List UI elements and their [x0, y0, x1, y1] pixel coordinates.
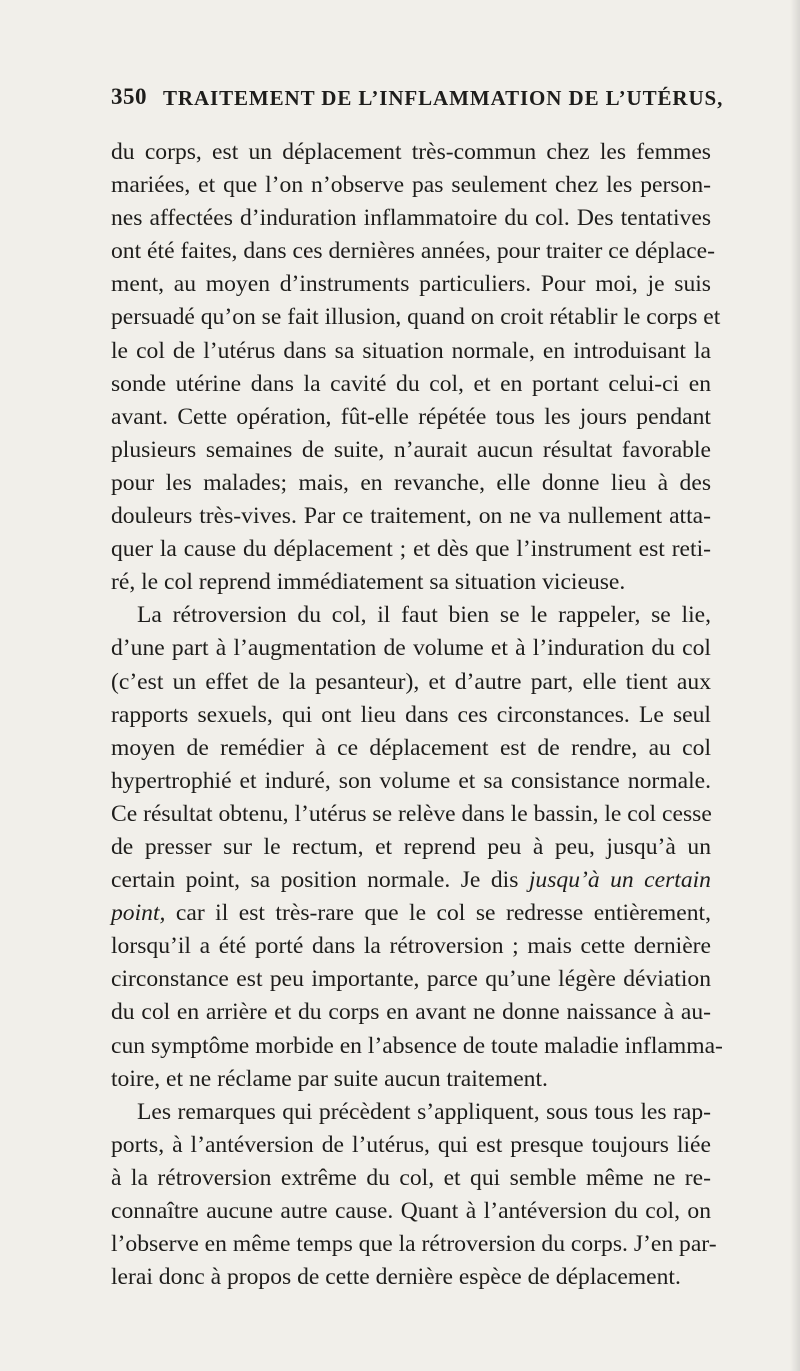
paragraph [111, 136, 721, 599]
text-line: lerai donc à propos de cette dernière espèce de déplacement. [111, 1264, 681, 1291]
text-line [111, 864, 711, 897]
text-line: circonstance est peu importante, parce qu’une légère déviation [111, 966, 711, 993]
text-line: ports, à l’antéversion de l’utérus, qui est presque toujours liée [111, 1131, 711, 1158]
text-line: La rétroversion du col, il faut bien se le rappeler, se lie, [137, 602, 711, 629]
text-line: du col en arrière et du corps en avant ne donne naissance à au- [111, 999, 711, 1026]
italic-text-run: point, [111, 900, 166, 927]
paragraph [111, 599, 723, 1095]
text-run: car il est très-rare que le col se redresse entièrement, [165, 900, 711, 927]
text-line: quer la cause du déplacement ; et dès que l’instrument est reti- [111, 536, 711, 563]
text-line: cun symptôme morbide en l’absence de toute maladie inflamma- [111, 1032, 723, 1059]
text-line: lorsqu’il a été porté dans la rétroversion ; mais cette dernière [111, 933, 711, 960]
text-line: plusieurs semaines de suite, n’aurait aucun résultat favorable [111, 436, 711, 463]
paragraph [111, 1096, 717, 1295]
text-line: toire, et ne réclame par suite aucun traitement. [111, 1065, 548, 1092]
text-line: ré, le col reprend immédiatement sa situation vicieuse. [111, 569, 626, 596]
text-run: certain point, sa position normale. Je dis [111, 867, 529, 894]
page-edge-shadow [790, 0, 800, 1371]
text-line: avant. Cette opération, fût-elle répétée tous les jours pendant [111, 403, 711, 430]
text-line: (c’est un effet de la pesanteur), et d’autre part, elle tient aux [111, 668, 711, 695]
text-line: le col de l’utérus dans sa situation normale, en introduisant la [111, 337, 711, 364]
text-line: à la rétroversion extrême du col, et qui semble même ne re- [111, 1164, 711, 1191]
text-line: Les remarques qui précèdent s’appliquent, sous tous les rap- [137, 1098, 711, 1125]
text-line: connaître aucune autre cause. Quant à l’antéversion du col, on [111, 1198, 711, 1224]
running-head [111, 84, 724, 124]
body-text [111, 136, 723, 1294]
text-line: sonde utérine dans la cavité du col, et en portant celui-ci en [111, 370, 711, 397]
page-number: 350 [111, 84, 147, 109]
text-line: moyen de remédier à ce déplacement est de rendre, au col [111, 734, 711, 761]
text-line: mariées, et que l’on n’observe pas seulement chez les person- [111, 172, 711, 199]
text-line: pour les malades; mais, en revanche, elle donne lieu à des [111, 469, 711, 496]
text-line: d’une part à l’augmentation de volume et à l’induration du col [111, 635, 711, 662]
text-line: douleurs très-vives. Par ce traitement, on ne va nullement atta- [111, 503, 711, 530]
text-line: du corps, est un déplacement très-commun chez les femmes [111, 139, 711, 165]
text-line: ment, au moyen d’instruments particuliers. Pour moi, je suis [111, 271, 711, 298]
text-line: persuadé qu’on se fait illusion, quand on croit rétablir le corps et [111, 304, 721, 331]
running-title: TRAITEMENT DE L’INFLAMMATION DE L’UTÉRUS, [163, 86, 724, 110]
text-line: de presser sur le rectum, et reprend peu à peu, jusqu’à un [111, 833, 711, 860]
text-line: ont été faites, dans ces dernières années, pour traiter ce déplace- [111, 238, 715, 265]
text-line: hypertrophié et induré, son volume et sa consistance normale. [111, 767, 711, 794]
italic-text-run: jusqu’à un certain [528, 867, 711, 894]
text-line: rapports sexuels, qui ont lieu dans ces circonstances. Le seul [111, 701, 711, 728]
text-line: l’observe en même temps que la rétroversion du corps. J’en par- [111, 1231, 717, 1258]
text-line: nes affectées d’induration inflammatoire du col. Des tentatives [111, 205, 711, 232]
text-line [111, 897, 711, 930]
text-line: Ce résultat obtenu, l’utérus se relève dans le bassin, le col cesse [111, 800, 712, 827]
